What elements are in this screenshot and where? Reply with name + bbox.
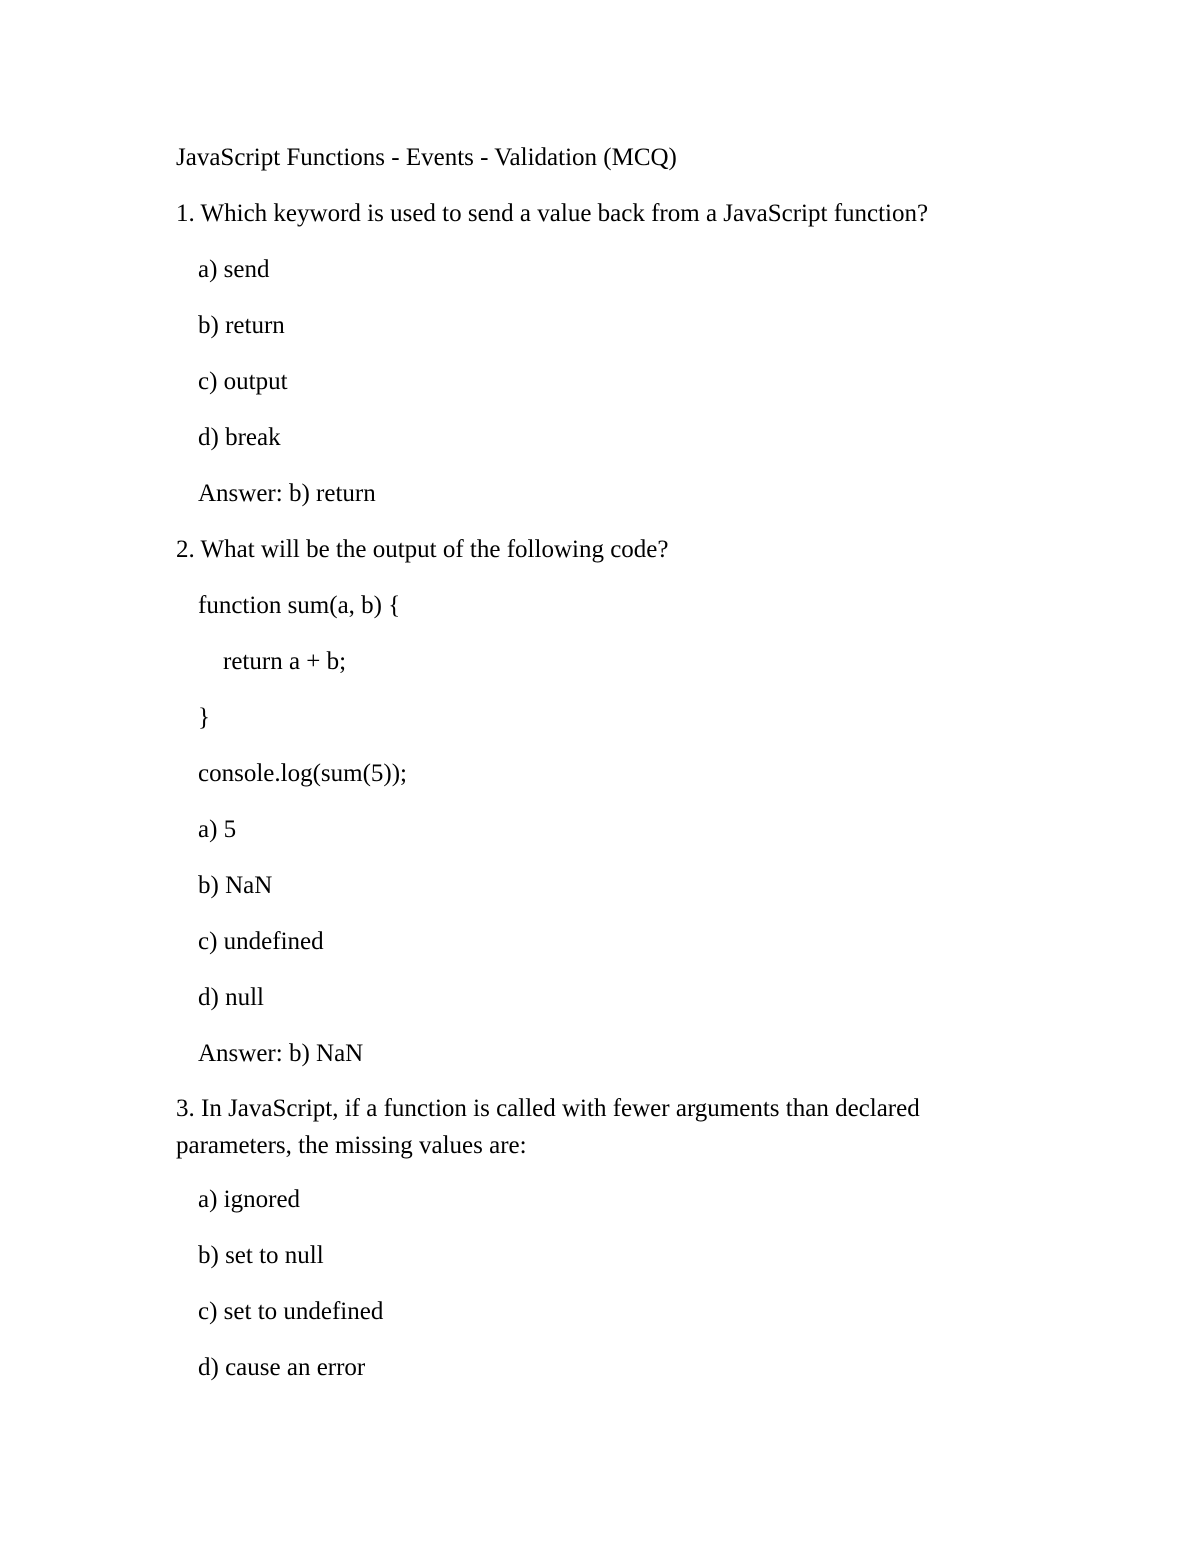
code-line-2: return a + b; — [223, 648, 347, 675]
code-line-1: function sum(a, b) { — [198, 592, 401, 619]
question-2-option-a: a) 5 — [198, 816, 237, 843]
question-1-option-c: c) output — [198, 368, 288, 395]
question-2-text: 2. What will be the output of the following code? — [176, 536, 669, 563]
question-3-option-c: c) set to undefined — [198, 1298, 384, 1325]
question-1-text: 1. Which keyword is used to send a value back from a JavaScript function? — [176, 200, 929, 227]
question-3-option-d: d) cause an error — [198, 1354, 366, 1381]
question-2-option-c: c) undefined — [198, 928, 324, 955]
question-1-option-a: a) send — [198, 256, 270, 283]
question-3-option-b: b) set to null — [198, 1242, 324, 1269]
question-3-option-a: a) ignored — [198, 1186, 301, 1213]
code-line-3: } — [198, 704, 210, 731]
question-2-option-d: d) null — [198, 984, 264, 1011]
question-3-text: 3. In JavaScript, if a function is called with fewer arguments than declared parameters, the missing values are: — [176, 1095, 920, 1159]
question-2-answer: Answer: b) NaN — [198, 1040, 364, 1067]
question-2-option-b: b) NaN — [198, 872, 273, 899]
question-1-option-d: d) break — [198, 424, 281, 451]
question-1-option-b: b) return — [198, 312, 285, 339]
code-line-4: console.log(sum(5)); — [198, 760, 407, 787]
question-1-answer: Answer: b) return — [198, 480, 376, 507]
document-title: JavaScript Functions - Events - Validation (MCQ) — [176, 144, 677, 171]
